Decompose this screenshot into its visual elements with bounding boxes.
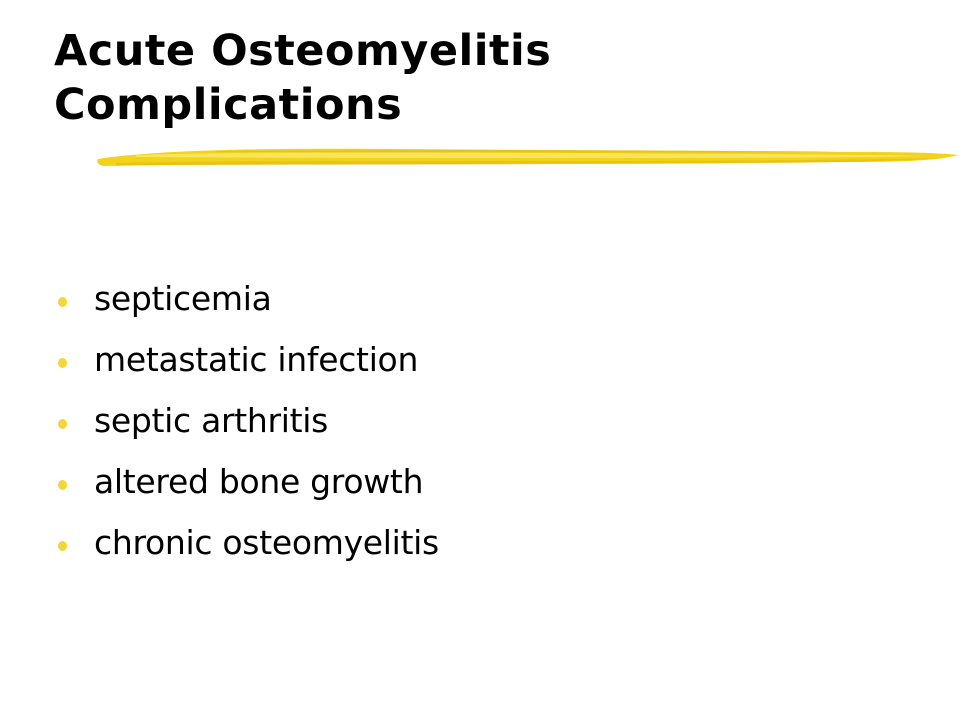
bullet-dot-icon [58,541,67,551]
list-item-text: septic arthritis [94,401,329,440]
slide-title-line-1: Acute Osteomyelitis [54,26,552,76]
list-item [58,329,439,390]
list-item-text: metastatic infection [94,340,419,379]
brushstroke-streak [216,150,836,152]
list-item-text: altered bone growth [94,462,424,501]
list-item [58,512,439,573]
slide-title-line-2: Complications [54,80,403,130]
slide-title [54,24,551,132]
bullet-dot-icon [58,358,67,368]
list-item [58,390,439,451]
list-item [58,268,439,329]
title-underline-brushstroke [96,138,960,178]
list-item-text: chronic osteomyelitis [94,523,439,562]
bullet-dot-icon [58,297,67,307]
bullet-dot-icon [58,480,67,490]
complications-list [58,268,439,573]
list-item [58,451,439,512]
list-item-text: septicemia [94,279,272,318]
bullet-dot-icon [58,419,67,429]
